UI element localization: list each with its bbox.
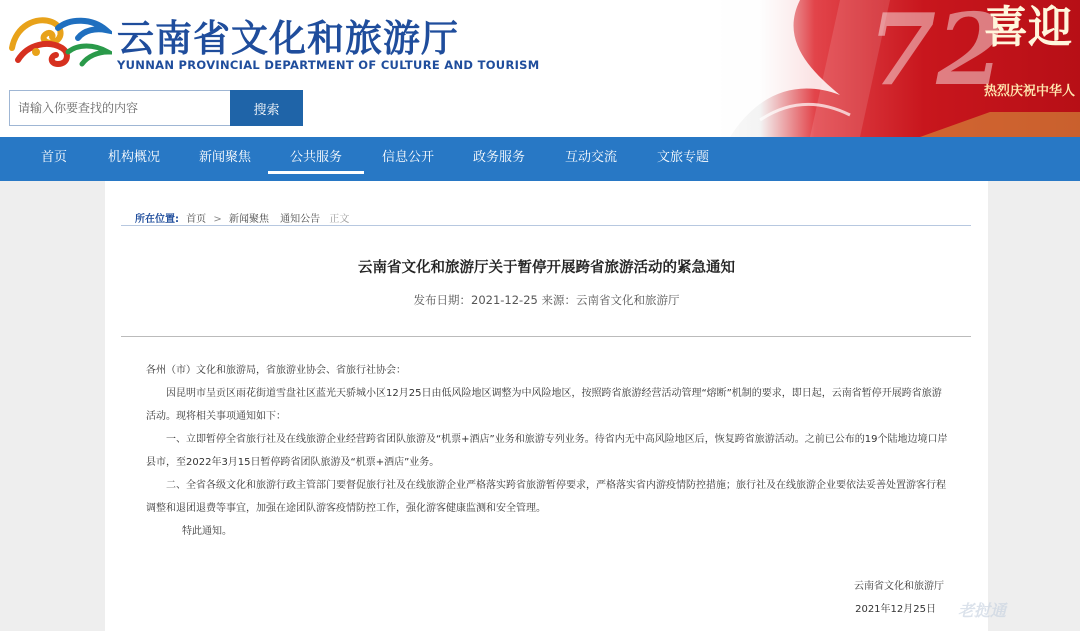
article-paragraph: 二、全省各级文化和旅游行政主管部门要督促旅行社及在线旅游企业严格落实跨省旅游暂停要求，严格落实省内游疫情防控措施；旅行社及在线旅游企业要依法妥善处置游客行程调整和退团退费等事宜，加强在途团队游客疫情防控工作，强化游客健康监测和安全管理。 (146, 480, 946, 514)
article-paragraph: 一、立即暂停全省旅行社及在线旅游企业经营跨省团队旅游及“机票+酒店”业务和旅游专列业务。待省内无中高风险地区后，恢复跨省旅游活动。之前已公布的19个陆地边境口岸县市，至2022年3月15日暂停跨省团队旅游及“机票+酒店”业务。 (146, 434, 948, 468)
search-button[interactable]: 搜索 (230, 90, 303, 126)
nav-item-topics[interactable]: 文旅专题 (656, 150, 709, 165)
site-title: 云南省文化和旅游厅 (117, 17, 459, 60)
article-paragraph: 因昆明市呈贡区雨花街道雪盘社区蓝光天骄城小区12月25日由低风险地区调整为中风险地区，按照跨省旅游经营活动管理“熔断”机制的要求，即日起，云南省暂停开展跨省旅游活动。现将相关事项通知如下： (146, 388, 942, 422)
nav-item-interaction[interactable]: 互动交流 (564, 150, 617, 165)
article-paragraph: 各州（市）文化和旅游局，省旅游业协会、省旅行社协会： (146, 365, 406, 376)
breadcrumb-notices[interactable]: 通知公告 (280, 214, 321, 225)
signature-date: 2021年12月25日 (855, 604, 936, 615)
search-input[interactable] (9, 90, 230, 126)
breadcrumb-divider (121, 225, 971, 226)
breadcrumb-current: 正文 (329, 214, 350, 225)
article-title: 云南省文化和旅游厅关于暂停开展跨省旅游活动的紧急通知 (358, 260, 735, 276)
nav-item-public-service[interactable]: 公共服务 (268, 137, 364, 181)
site-header (0, 0, 1080, 137)
nav-item-about[interactable]: 机构概况 (107, 150, 160, 165)
watermark: 老挝通 (958, 601, 1007, 620)
article-body (146, 359, 950, 543)
article-paragraph: 特此通知。 (182, 526, 232, 537)
breadcrumb (135, 210, 349, 225)
article-meta: 发布日期：2021-12-25 来源：云南省文化和旅游厅 (413, 293, 680, 307)
nav-item-gov-service[interactable]: 政务服务 (472, 150, 525, 165)
nav-item-news[interactable]: 新闻聚焦 (198, 150, 251, 165)
breadcrumb-separator: > (213, 214, 222, 225)
article-panel (105, 181, 988, 631)
signature-org: 云南省文化和旅游厅 (854, 581, 944, 592)
site-logo-icon[interactable] (8, 8, 112, 74)
banner-number: 72 (868, 0, 1005, 108)
meta-divider (121, 336, 971, 337)
banner-headline: 喜迎 (984, 2, 1072, 53)
breadcrumb-prefix: 所在位置: (135, 214, 179, 225)
nav-item-info-disclosure[interactable]: 信息公开 (381, 150, 434, 165)
breadcrumb-news[interactable]: 新闻聚焦 (228, 214, 269, 225)
site-subtitle: YUNNAN PROVINCIAL DEPARTMENT OF CULTURE AND TOURISM (117, 58, 540, 72)
banner-subtext: 热烈庆祝中华人 (984, 84, 1076, 99)
nav-item-home[interactable]: 首页 (40, 150, 67, 165)
main-nav (0, 137, 1080, 181)
breadcrumb-home[interactable]: 首页 (186, 214, 207, 225)
